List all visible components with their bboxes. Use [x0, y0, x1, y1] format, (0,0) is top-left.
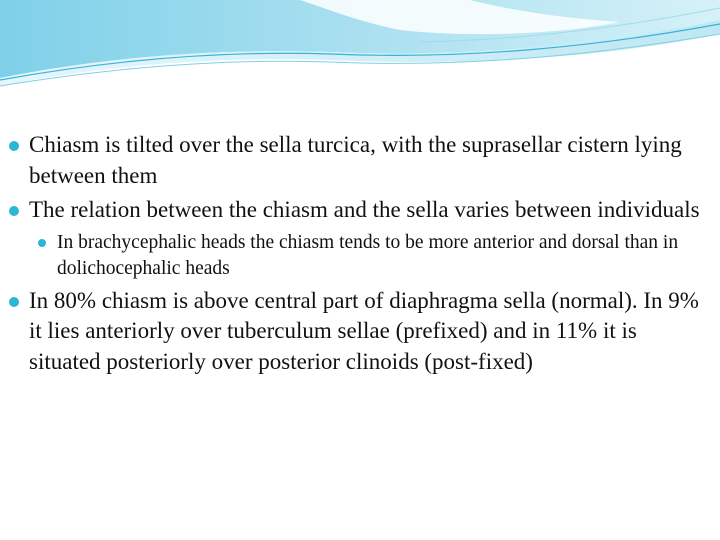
sub-bullet-text: In brachycephalic heads the chiasm tends to be more anterior and dorsal than in dolichocephalic heads [57, 231, 679, 279]
bullet-item-percentages [8, 286, 712, 378]
bullet-dot-icon [9, 141, 19, 151]
bullet-item-relation [8, 195, 712, 226]
bullet-list [8, 130, 712, 381]
sub-bullet-dot-icon [38, 239, 46, 247]
header-wave-decoration [0, 0, 720, 90]
bullet-text: In 80% chiasm is above central part of diaphragma sella (normal). In 9% it lies anteriorly over tuberculum sellae (prefixed) and in 11% it is situated posteriorly over posterior clinoids (post-fixed) [29, 287, 699, 374]
bullet-dot-icon [9, 206, 19, 216]
bullet-text: The relation between the chiasm and the sella varies between individuals [29, 197, 700, 222]
sub-bullet-item-brachycephalic [36, 230, 712, 282]
bullet-text: Chiasm is tilted over the sella turcica, with the suprasellar cistern lying between them [29, 132, 682, 188]
bullet-dot-icon [9, 297, 19, 307]
bullet-item-chiasm-tilt [8, 130, 712, 191]
